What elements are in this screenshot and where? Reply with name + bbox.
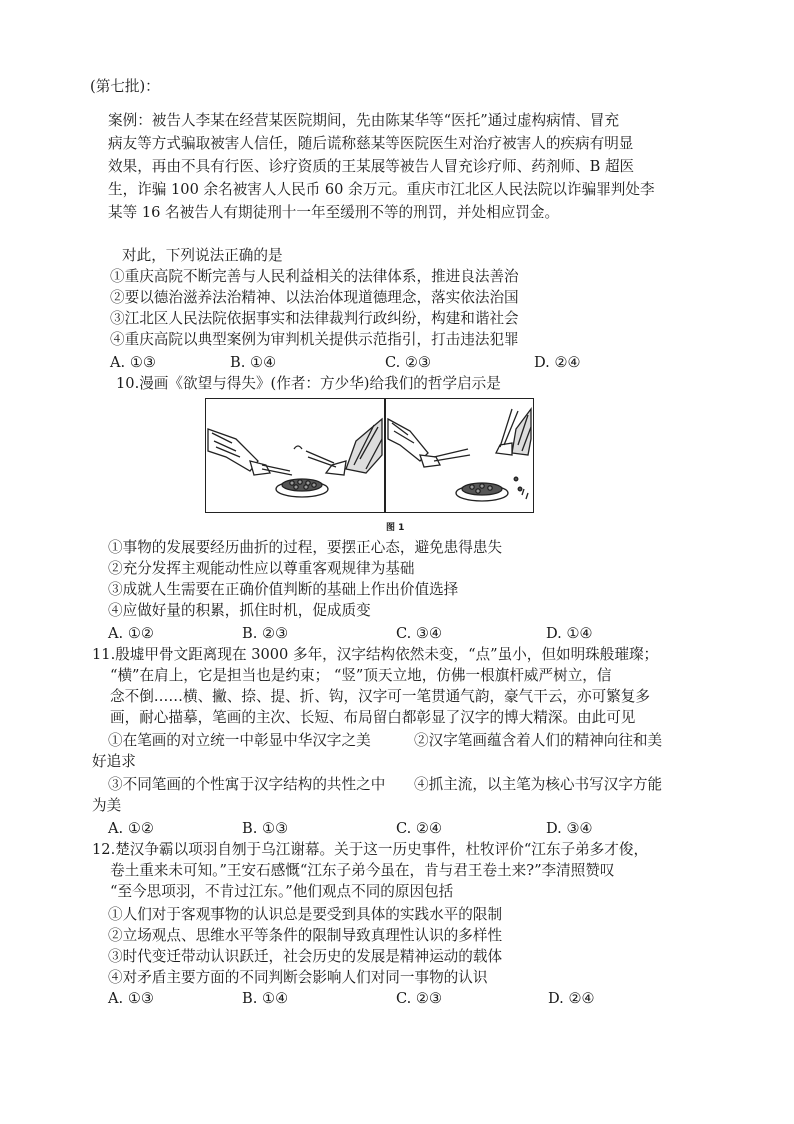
case-line: 某等 16 名被告人有期徒刑十一年至缓刑不等的刑罚，并处相应罚金。 — [108, 204, 560, 221]
option-a[interactable]: A. ①② — [108, 820, 154, 837]
case-line: 案例：被告人李某在经营某医院期间，先由陈某华等“医托”通过虚构病情、冒充 — [108, 112, 620, 129]
option-d[interactable]: D. ②④ — [548, 990, 595, 1007]
option-a[interactable]: A. ①③ — [110, 354, 156, 371]
q12-statement: ③时代变迁带动认识跃迁，社会历史的发展是精神运动的载体 — [108, 948, 503, 965]
cartoon-illustration — [206, 399, 533, 512]
q11-stem-line: 11.殷墟甲骨文距离现在 3000 多年，汉字结构依然未变，“点”虽小，但如明珠般璀璨； — [92, 646, 659, 663]
q11-statement: ③不同笔画的个性寓于汉字结构的共性之中 — [108, 776, 386, 793]
q11-stem-line: 画，耐心描摹，笔画的主次、长短、布局留白都彰显了汉字的博大精深。由此可见 — [110, 709, 636, 726]
q11-statement: ④抓主流，以主笔为核心书写汉字方能 — [414, 776, 663, 793]
q10-statement: ③成就人生需要在正确价值判断的基础上作出价值选择 — [108, 581, 459, 598]
q11-stem-line: 念不倒……横、撇、捺、提、折、钩，汉字可一笔贯通气韵，豪气干云，亦可繁复多 — [110, 688, 650, 705]
q10-statement: ①事物的发展要经历曲折的过程，要摆正心态，避免患得患失 — [108, 539, 503, 556]
q12-stem-line: 卷土重来未可知。”王安石感慨“江东子弟今虽在，肯与君王卷土来?”李清照赞叹 — [110, 862, 615, 879]
option-c[interactable]: C. ②④ — [396, 820, 443, 837]
q12-stem-line: “至今思项羽，不肯过江东。”他们观点不同的原因包括 — [110, 883, 454, 900]
q11-statement: ②汉字笔画蕴含着人们的精神向往和美 — [414, 732, 663, 749]
option-c[interactable]: C. ③④ — [396, 625, 443, 642]
q11-statement-wrap: 为美 — [92, 797, 122, 814]
q12-statement: ②立场观点、思维水平等条件的限制导致真理性认识的多样性 — [108, 927, 503, 944]
q11-statement: ①在笔画的对立统一中彰显中华汉字之美 — [108, 732, 371, 749]
option-b[interactable]: B. ①④ — [242, 990, 289, 1007]
q12-stem-line: 12.楚汉争霸以项羽自刎于乌江谢幕。关于这一历史事件，杜牧评价“江东子弟多才俊， — [92, 841, 649, 858]
option-b[interactable]: B. ②③ — [242, 625, 289, 642]
case-line: 生，诈骗 100 余名被害人人民币 60 余万元。重庆市江北区人民法院以诈骗罪判处李 — [108, 181, 655, 198]
q10-statement: ④应做好量的积累，抓住时机，促成质变 — [108, 602, 371, 619]
option-d[interactable]: D. ③④ — [546, 820, 593, 837]
case-line: 病友等方式骗取被害人信任，随后谎称慈某等医院医生对治疗被害人的疾病有明显 — [108, 135, 634, 152]
q10-stem: 10.漫画《欲望与得失》(作者：方少华)给我们的哲学启示是 — [116, 375, 501, 392]
batch-label: (第七批)： — [90, 78, 160, 95]
cartoon-figure — [205, 398, 534, 513]
option-d[interactable]: D. ②④ — [534, 354, 581, 371]
option-a[interactable]: A. ①② — [108, 625, 154, 642]
option-a[interactable]: A. ①③ — [108, 990, 154, 1007]
q10-statement: ②充分发挥主观能动性应以尊重客观规律为基础 — [108, 560, 415, 577]
q11-statement-wrap: 好追求 — [92, 753, 136, 770]
option-d[interactable]: D. ①④ — [546, 625, 593, 642]
q12-statement: ①人们对于客观事物的认识总是要受到具体的实践水平的限制 — [108, 906, 503, 923]
q12-statement: ④对矛盾主要方面的不同判断会影响人们对同一事物的认识 — [108, 969, 488, 986]
case-line: 效果，再由不具有行医、诊疗资质的王某展等被告人冒充诊疗师、药剂师、B 超医 — [108, 158, 635, 175]
figure-caption: 图 1 — [386, 523, 405, 533]
q9-statement: ①重庆高院不断完善与人民利益相关的法律体系，推进良法善治 — [110, 268, 519, 285]
option-c[interactable]: C. ②③ — [396, 990, 443, 1007]
option-c[interactable]: C. ②③ — [385, 354, 432, 371]
q11-stem-line: “横”在肩上，它是担当也是约束； “竖”顶天立地，仿佛一根旗杆威严树立，信 — [110, 667, 612, 684]
q9-stem: 对此，下列说法正确的是 — [122, 247, 283, 264]
option-b[interactable]: B. ①③ — [242, 820, 289, 837]
q9-statement: ③江北区人民法院依据事实和法律裁判行政纠纷，构建和谐社会 — [110, 310, 519, 327]
option-b[interactable]: B. ①④ — [230, 354, 277, 371]
panel-divider — [384, 399, 386, 512]
q9-statement: ④重庆高院以典型案例为审判机关提供示范指引，打击违法犯罪 — [110, 331, 519, 348]
q9-statement: ②要以德治滋养法治精神、以法治体现道德理念，落实依法治国 — [110, 289, 519, 306]
